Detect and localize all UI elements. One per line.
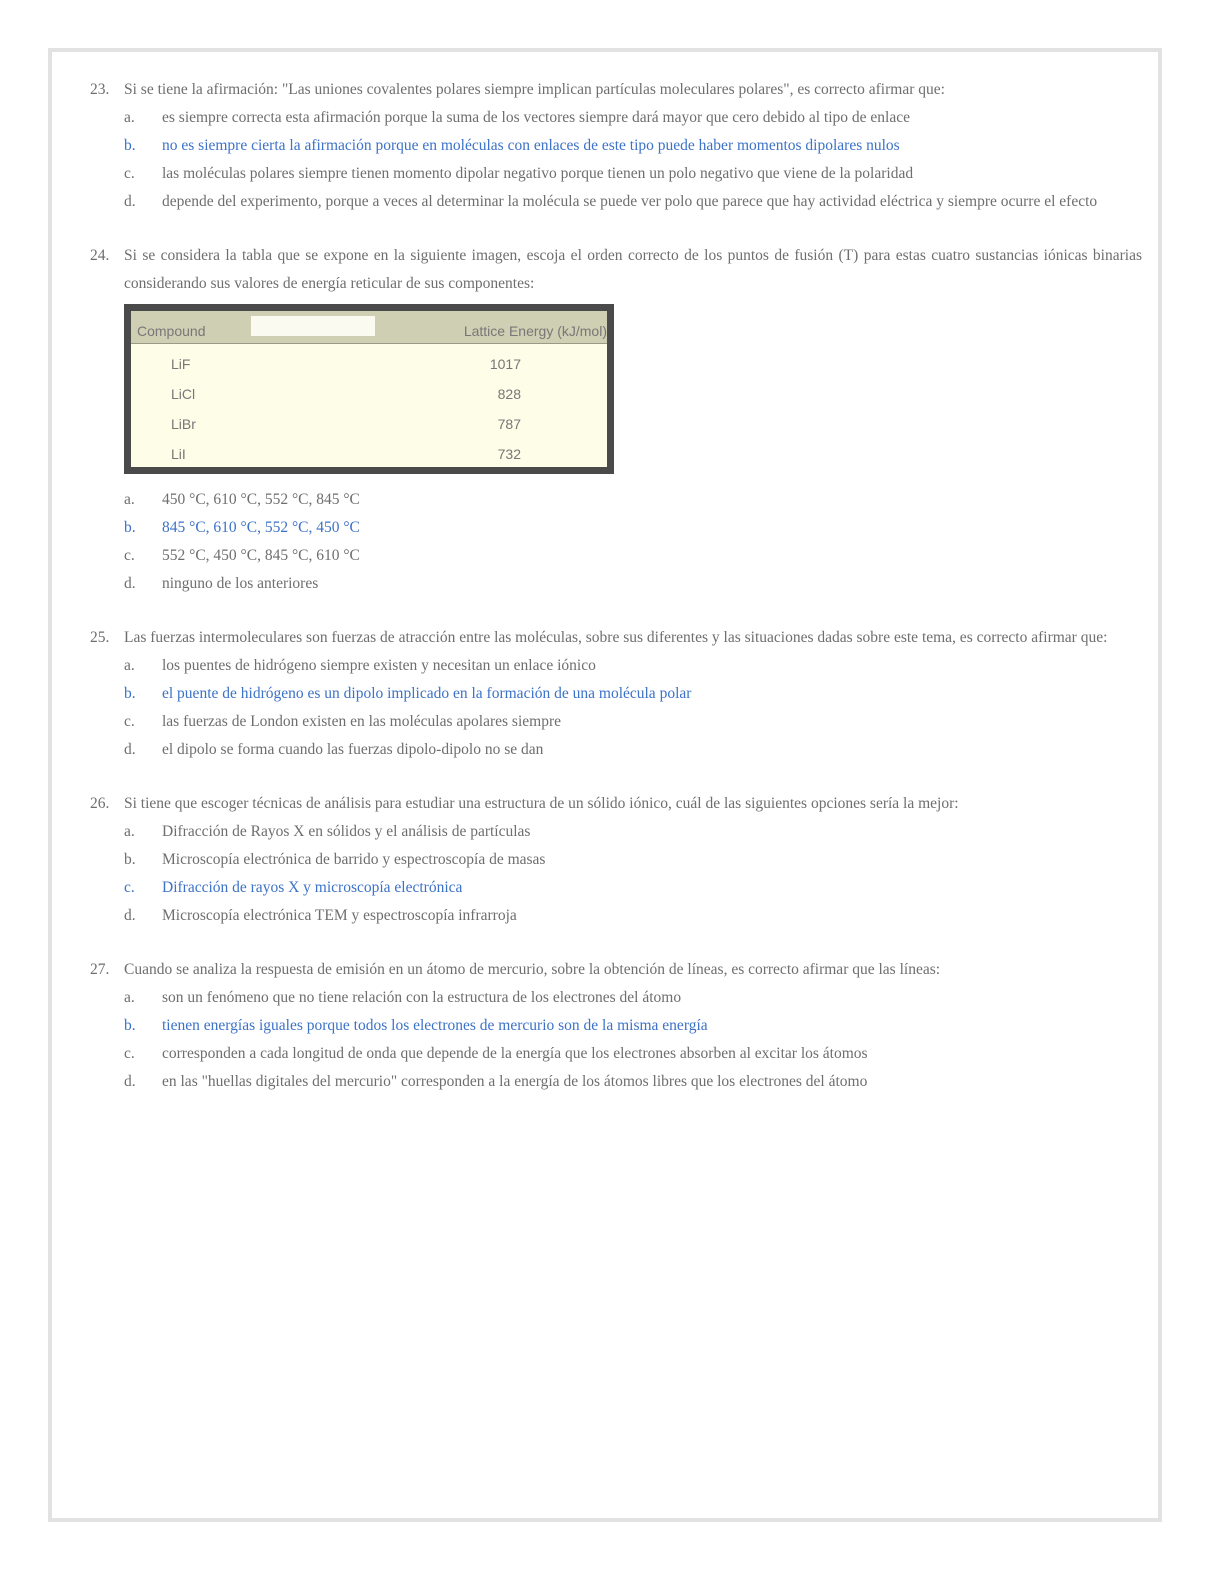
question-text: [90, 76, 1142, 104]
question-body: Si tiene que escoger técnicas de análisis para estudiar una estructura de un sólido iónico, cuál de las siguientes opciones sería la mejor:: [124, 795, 959, 812]
question-1: [90, 76, 1142, 216]
answer-options: [90, 486, 1142, 598]
question-body: Las fuerzas intermoleculares son fuerzas de atracción entre las moléculas, sobre sus diferentes y las situaciones dadas sobre este tema, es correcto afirmar que:: [124, 629, 1108, 646]
question-number: 26.: [90, 795, 110, 812]
answer-option: [90, 1040, 1142, 1068]
answer-option: [90, 902, 1142, 930]
option-text: Microscopía electrónica TEM y espectroscopía infrarroja: [162, 907, 517, 924]
option-letter: a.: [124, 823, 135, 840]
option-letter: b.: [124, 1017, 136, 1034]
option-letter: a.: [124, 989, 135, 1006]
option-text: Difracción de Rayos X en sólidos y el análisis de partículas: [162, 823, 531, 840]
answer-option: [90, 570, 1142, 598]
question-3: [90, 624, 1142, 764]
option-text: depende del experimento, porque a veces al determinar la molécula se puede ver polo que parece que hay actividad eléctrica y siempre ocurre el efecto: [162, 193, 1098, 210]
option-letter: d.: [124, 741, 136, 758]
document-page: [48, 48, 1162, 1522]
answer-options: [90, 104, 1142, 216]
answer-option: [90, 736, 1142, 764]
column-header-compound: Compound: [137, 323, 206, 339]
option-letter: d.: [124, 907, 136, 924]
answer-option: [90, 874, 1142, 902]
answer-option: [90, 846, 1142, 874]
option-text-highlighted: el puente de hidrógeno es un dipolo implicado en la formación de una molécula polar: [162, 685, 692, 702]
option-letter: c.: [124, 547, 135, 564]
option-text: en las "huellas digitales del mercurio" corresponden a la energía de los átomos libres que los electrones del átomo: [162, 1073, 868, 1090]
compound-cell: LiF: [171, 356, 191, 372]
option-text: las fuerzas de London existen en las moléculas apolares siempre: [162, 713, 561, 730]
answer-option: [90, 1012, 1142, 1040]
answer-options: [90, 652, 1142, 764]
option-text: ninguno de los anteriores: [162, 575, 319, 592]
answer-options: [90, 818, 1142, 930]
answer-option: [90, 160, 1142, 188]
option-letter: c.: [124, 713, 135, 730]
question-text: [90, 956, 1142, 984]
option-text: es siempre correcta esta afirmación porque la suma de los vectores siempre dará mayor que cero debido al tipo de enlace: [162, 109, 910, 126]
answer-option: [90, 1068, 1142, 1096]
answer-option: [90, 652, 1142, 680]
answer-option: [90, 818, 1142, 846]
option-text: 552 °C, 450 °C, 845 °C, 610 °C: [162, 547, 360, 564]
energy-cell: 787: [497, 416, 521, 432]
option-letter: a.: [124, 657, 135, 674]
answer-option: [90, 708, 1142, 736]
table-row: [131, 374, 607, 404]
energy-cell: 732: [497, 446, 521, 462]
option-letter: a.: [124, 109, 135, 126]
question-text: [90, 790, 1142, 818]
question-text: [90, 624, 1142, 652]
option-letter: d.: [124, 1073, 136, 1090]
option-letter: d.: [124, 193, 136, 210]
question-2: [90, 242, 1142, 598]
answer-options: [90, 984, 1142, 1096]
option-letter: c.: [124, 165, 135, 182]
compound-cell: LiCl: [171, 386, 196, 402]
answer-option: [90, 486, 1142, 514]
question-number: 27.: [90, 961, 110, 978]
energy-cell: 1017: [489, 356, 521, 372]
option-letter: b.: [124, 519, 136, 536]
option-letter: b.: [124, 851, 136, 868]
option-text-highlighted: tienen energías iguales porque todos los electrones de mercurio son de la misma energía: [162, 1017, 708, 1034]
question-body: Cuando se analiza la respuesta de emisión en un átomo de mercurio, sobre la obtención de líneas, es correcto afirmar que las líneas:: [124, 961, 941, 978]
option-letter: c.: [124, 1045, 135, 1062]
table-row: [131, 434, 607, 464]
question-text: [90, 242, 1142, 298]
question-5: [90, 956, 1142, 1096]
compound-cell: LiBr: [171, 416, 196, 432]
table-row: [131, 344, 607, 374]
option-letter: b.: [124, 137, 136, 154]
answer-option: [90, 680, 1142, 708]
column-header-lattice-energy: Lattice Energy (kJ/mol): [463, 323, 607, 339]
answer-option: [90, 984, 1142, 1012]
question-4: [90, 790, 1142, 930]
option-text: los puentes de hidrógeno siempre existen y necesitan un enlace iónico: [162, 657, 596, 674]
question-number: 24.: [90, 247, 110, 264]
question-body: Si se considera la tabla que se expone en la siguiente imagen, escoja el orden correcto de los puntos de fusión (T) para estas cuatro sustancias iónicas binarias considerando sus valores de energía reticular de sus componentes:: [124, 247, 1142, 292]
option-text: las moléculas polares siempre tienen momento dipolar negativo porque tienen un polo negativo que viene de la polaridad: [162, 165, 914, 182]
option-text: 450 °C, 610 °C, 552 °C, 845 °C: [162, 491, 360, 508]
question-number: 23.: [90, 81, 110, 98]
option-letter: a.: [124, 491, 135, 508]
question-body: Si se tiene la afirmación: "Las uniones covalentes polares siempre implican partículas moleculares polares", es correcto afirmar que:: [124, 81, 945, 98]
answer-option: [90, 542, 1142, 570]
compound-cell: LiI: [171, 446, 186, 462]
header-field: [251, 316, 375, 336]
energy-cell: 828: [497, 386, 521, 402]
answer-option: [90, 104, 1142, 132]
option-letter: c.: [124, 879, 135, 896]
option-text: el dipolo se forma cuando las fuerzas dipolo-dipolo no se dan: [162, 741, 544, 758]
table-row: [131, 404, 607, 434]
answer-option: [90, 132, 1142, 160]
option-text-highlighted: Difracción de rayos X y microscopía electrónica: [162, 879, 463, 896]
answer-option: [90, 188, 1142, 216]
option-text-highlighted: 845 °C, 610 °C, 552 °C, 450 °C: [162, 519, 360, 536]
table-header: [131, 311, 607, 344]
option-letter: d.: [124, 575, 136, 592]
question-number: 25.: [90, 629, 110, 646]
option-letter: b.: [124, 685, 136, 702]
option-text: corresponden a cada longitud de onda que depende de la energía que los electrones absorben al excitar los átomos: [162, 1045, 868, 1062]
lattice-energy-table: [124, 304, 614, 474]
option-text: son un fenómeno que no tiene relación con la estructura de los electrones del átomo: [162, 989, 682, 1006]
option-text-highlighted: no es siempre cierta la afirmación porque en moléculas con enlaces de este tipo puede haber momentos dipolares nulos: [162, 137, 900, 154]
option-text: Microscopía electrónica de barrido y espectroscopía de masas: [162, 851, 546, 868]
answer-option: [90, 514, 1142, 542]
question-list: [90, 76, 1142, 1122]
